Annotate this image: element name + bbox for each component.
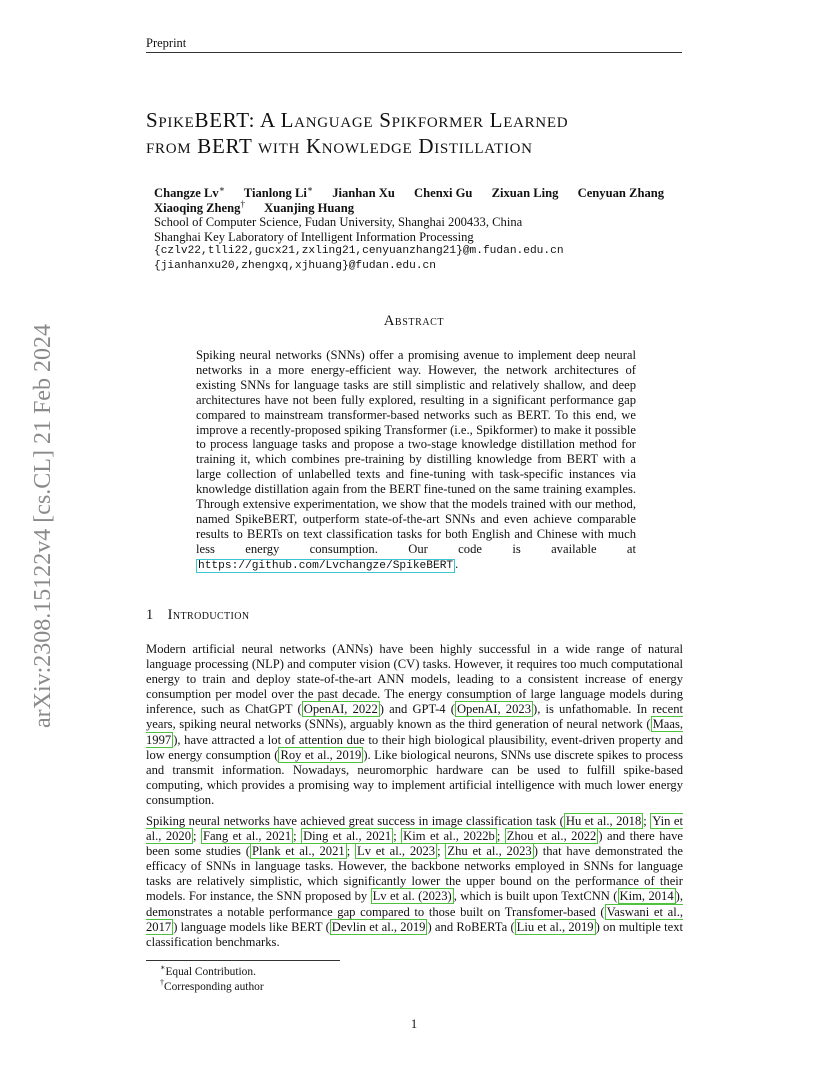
footnote-rule <box>146 960 340 961</box>
citation-link[interactable]: Plank et al., 2021 <box>251 844 345 859</box>
citation-link[interactable]: Vaswani et al., 2017 <box>146 904 683 934</box>
citation-link[interactable]: OpenAI, 2023 <box>456 702 531 717</box>
author: Xiaoqing Zheng† <box>154 199 245 216</box>
author-list-row-2 <box>154 199 370 216</box>
citation-link[interactable]: Zhou et al., 2022 <box>506 829 597 844</box>
citation-link[interactable]: Maas, 1997 <box>146 717 683 747</box>
citation-link[interactable]: Zhu et al., 2023 <box>447 844 532 859</box>
footnote: ∗Equal Contribution. <box>160 963 256 978</box>
intro-paragraph-1: Modern artificial neural networks (ANNs) have been highly successful in a wide range of natural language processing (NLP) and computer vision (CV) tasks. However, it requires too much computational energy to train and deploy state-of-the-art ANN models, leading to a consistent increase of energy consumption per model over the past decade. The energy consumption of large language models during inference, such as ChatGPT ( OpenAI, 2022 ) and GPT-4 ( OpenAI, 2023 ), is unfathomable. In recent years, spiking neural networks (SNNs), arguably known as the third generation of neural network ( Maas, 1997 ), have attracted a lot of attention due to their high biological plausibility, event-driven property and low energy consumption ( Roy et al., 2019 ). Like biological neurons, SNNs use discrete spikes to process and transmit information. Nowadays, neuromorphic hardware can be used to fulfill spike-based computing, which provides a promising way to implement artificial intelligence with much lower energy consumption. <box>146 642 683 807</box>
author: Tianlong Li∗ <box>243 184 314 201</box>
paper-title-line-1: SpikeBERT: A Language Spikformer Learned <box>146 108 569 132</box>
author: Jianhan Xu <box>332 186 395 201</box>
citation-link[interactable]: Kim, 2014 <box>619 889 674 904</box>
citation-link[interactable]: Yin et al., 2020 <box>146 814 683 844</box>
author: Chenxi Gu <box>414 186 473 201</box>
author: Cenyuan Zhang <box>577 186 665 201</box>
abstract-text: Spiking neural networks (SNNs) offer a promising avenue to implement deep neural networks in a more energy-efficient way. However, the network architectures of existing SNNs for language tasks are still simplistic and relatively shallow, and deep architectures have not been fully explored, resulting in a significant performance gap compared to mainstream transformer-based networks such as BERT. To this end, we improve a recently-proposed spiking Transformer (i.e., Spikformer) to make it possible to process language tasks and propose a two-stage knowledge distillation method for training it, which combines pre-training by distilling knowledge from BERT with a large collection of unlabelled texts and fine-tuning with task-specific instances via knowledge distillation again from the BERT fine-tuned on the same training examples. Through extensive experimentation, we show that the models trained with our method, named SpikeBERT, outperform state-of-the-art SNNs and even achieve comparable results to BERTs on text classification tasks for both English and Chinese with much less energy consumption. Our code is available at https://github.com/Lvchangze/SpikeBERT . <box>196 348 636 572</box>
affiliation-line: School of Computer Science, Fudan University, Shanghai 200433, China <box>154 215 523 229</box>
citation-link[interactable]: Fang et al., 2021 <box>202 829 292 844</box>
footnote: †Corresponding author <box>160 978 264 993</box>
citation-link[interactable]: Roy et al., 2019 <box>280 747 362 762</box>
author: Xuanjing Huang <box>264 201 355 216</box>
section-heading-introduction: 1 Introduction <box>146 607 250 623</box>
citation-link[interactable]: Devlin et al., 2019 <box>331 919 426 934</box>
author: Zixuan Ling <box>491 186 559 201</box>
intro-paragraph-2: Spiking neural networks have achieved great success in image classification task ( Hu et al., 2018 ; Yin et al., 2020 ; Fang et al., 2021 ; Ding et al., 2021 ; Kim et al., 2022b ; Zhou et al., 2022 ) and there have been some studies ( Plank et al., 2021 ; Lv et al., 2023 ; Zhu et al., 2023 ) that have demonstrated the efficacy of SNNs in language tasks. However, the backbone networks employed in SNNs for language tasks are relatively simplistic, which significantly lower the upper bound on the performance of their models. For instance, the SNN proposed by Lv et al. (2023) , which is built upon TextCNN ( Kim, 2014 ), demonstrates a notable performance gap compared to those built on Transfomer-based ( Vaswani et al., 2017 ) language models like BERT ( Devlin et al., 2019 ) and RoBERTa ( Liu et al., 2019 ) on multiple text classification benchmarks. <box>146 814 684 949</box>
citation-link[interactable]: Liu et al., 2019 <box>516 919 594 934</box>
page-number: 1 <box>410 1017 418 1031</box>
code-repository-link[interactable]: https://github.com/Lvchangze/SpikeBERT <box>198 559 454 572</box>
header-rule <box>146 52 682 53</box>
arxiv-side-stamp: arXiv:2308.15122v4 [cs.CL] 21 Feb 2024 <box>30 324 56 728</box>
author: Changze Lv∗ <box>154 184 225 201</box>
running-head: Preprint <box>146 36 187 50</box>
author-emails: {czlv22,tlli22,gucx21,zxling21,cenyuanzhang21}@m.fudan.edu.cn <box>154 245 564 257</box>
citation-link[interactable]: Lv et al. (2023) <box>372 889 452 904</box>
paper-title-line-2: from BERT with Knowledge Distillation <box>146 134 533 158</box>
citation-link[interactable]: OpenAI, 2022 <box>303 702 378 717</box>
citation-link[interactable]: Lv et al., 2023 <box>357 844 436 859</box>
citation-link[interactable]: Kim et al., 2022b <box>403 829 495 844</box>
affiliation-line: Shanghai Key Laboratory of Intelligent Information Processing <box>154 230 474 244</box>
citation-link[interactable]: Hu et al., 2018 <box>565 814 642 828</box>
citation-link[interactable]: Ding et al., 2021 <box>303 829 392 844</box>
author-emails: {jianhanxu20,zhengxq,xjhuang}@fudan.edu.cn <box>154 260 436 272</box>
abstract-heading: Abstract <box>383 313 445 329</box>
